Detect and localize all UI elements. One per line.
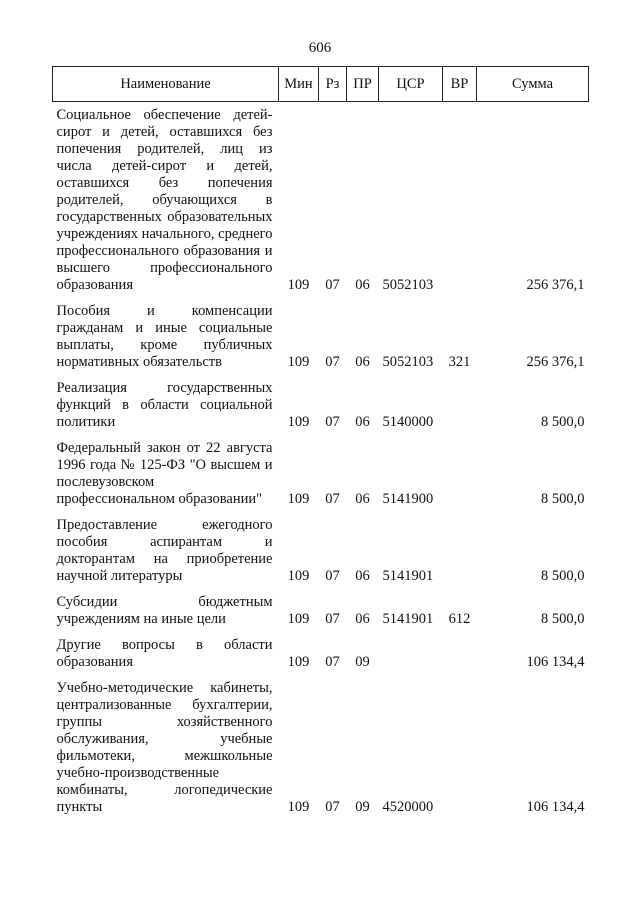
row-name [53, 589, 279, 632]
row-pr: 09 [355, 799, 370, 815]
header-pr: ПР [347, 67, 379, 102]
row-rz: 07 [325, 414, 340, 430]
row-pr: 06 [355, 491, 370, 507]
row-pr: 06 [355, 414, 370, 430]
header-min: Мин [279, 67, 319, 102]
row-csr: 5141900 [382, 491, 434, 507]
row-vr [443, 102, 477, 299]
table-row [53, 298, 589, 375]
row-csr: 5052103 [382, 277, 434, 293]
table-row [53, 512, 589, 589]
row-min: 109 [287, 799, 310, 815]
row-name-text: Федеральный закон от 22 августа 1996 года № 125-ФЗ "О высшем и послевузовском профессиональном образовании" [56, 440, 273, 507]
header-sum: Сумма [477, 67, 589, 102]
row-rz: 07 [325, 354, 340, 370]
row-name-text: Социальное обеспечение детей-сирот и детей, оставшихся без попечения родителей, лиц из числа детей-сирот и детей, оставшихся без попечения родителей, обучающихся в государственных образовательных учреждениях начального, среднего профессионального образования и высшего профессионального образования [56, 107, 273, 293]
row-min: 109 [287, 611, 310, 627]
row-sum: 106 134,4 [526, 654, 585, 670]
table-row [53, 589, 589, 632]
row-rz: 07 [325, 611, 340, 627]
page-number: 606 [308, 40, 332, 56]
row-sum: 8 500,0 [541, 611, 585, 627]
row-csr: 5141901 [382, 568, 434, 584]
row-sum: 256 376,1 [526, 277, 585, 293]
row-vr [443, 435, 477, 512]
row-pr: 09 [355, 654, 370, 670]
table-row [53, 102, 589, 299]
row-sum: 256 376,1 [526, 354, 585, 370]
header-csr: ЦСР [379, 67, 443, 102]
budget-table [52, 66, 589, 820]
row-rz: 07 [325, 491, 340, 507]
row-name-text: Субсидии бюджетным учреждениям на иные цели [56, 594, 273, 627]
row-pr: 06 [355, 354, 370, 370]
row-min: 109 [287, 277, 310, 293]
row-csr: 5141901 [382, 611, 434, 627]
row-pr: 06 [355, 277, 370, 293]
row-name [53, 512, 279, 589]
row-vr [443, 512, 477, 589]
row-vr: 612 [448, 611, 471, 627]
row-min: 109 [287, 354, 310, 370]
table-header-row [53, 67, 589, 102]
row-min: 109 [287, 568, 310, 584]
row-rz: 07 [325, 799, 340, 815]
row-vr [443, 632, 477, 675]
row-rz: 07 [325, 568, 340, 584]
row-rz: 07 [325, 654, 340, 670]
row-name [53, 632, 279, 675]
table-row [53, 375, 589, 435]
row-min: 109 [287, 414, 310, 430]
row-sum: 8 500,0 [541, 568, 585, 584]
row-csr: 5052103 [382, 354, 434, 370]
row-name [53, 298, 279, 375]
row-name-text: Учебно-методические кабинеты, централизованные бухгалтерии, группы хозяйственного обслуживания, учебные фильмотеки, межшкольные учебно-производственные комбинаты, логопедические пункты [56, 680, 273, 815]
row-sum: 8 500,0 [541, 414, 585, 430]
row-vr [443, 675, 477, 820]
row-sum: 106 134,4 [526, 799, 585, 815]
row-name-text: Другие вопросы в области образования [56, 637, 273, 670]
row-min: 109 [287, 654, 310, 670]
row-name-text: Реализация государственных функций в области социальной политики [56, 380, 273, 430]
row-csr: 4520000 [382, 799, 434, 815]
row-rz: 07 [325, 277, 340, 293]
table-row [53, 632, 589, 675]
table-row [53, 675, 589, 820]
row-min: 109 [287, 491, 310, 507]
header-vr: ВР [443, 67, 477, 102]
row-name-text: Предоставление ежегодного пособия аспирантам и докторантам на приобретение научной литературы [56, 517, 273, 584]
row-pr: 06 [355, 611, 370, 627]
row-vr [443, 375, 477, 435]
row-csr [379, 632, 443, 675]
row-name-text: Пособия и компенсации гражданам и иные социальные выплаты, кроме публичных нормативных обязательств [56, 303, 273, 370]
row-pr: 06 [355, 568, 370, 584]
row-name [53, 435, 279, 512]
row-name [53, 102, 279, 299]
row-name [53, 375, 279, 435]
header-name: Наименование [53, 67, 279, 102]
row-name [53, 675, 279, 820]
header-rz: Рз [319, 67, 347, 102]
row-csr: 5140000 [382, 414, 434, 430]
row-sum: 8 500,0 [541, 491, 585, 507]
row-vr: 321 [448, 354, 471, 370]
table-row [53, 435, 589, 512]
